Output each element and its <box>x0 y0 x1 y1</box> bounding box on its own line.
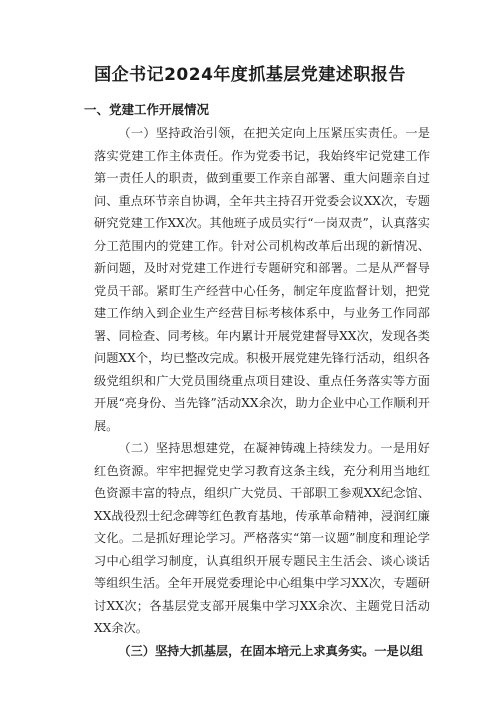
document-title: 国企书记2024年度抓基层党建述职报告 <box>94 65 406 85</box>
paragraph-3-text: （三）坚持大抓基层，在固本培元上求真务实。一是以组 <box>118 643 424 658</box>
section-heading: 一、党建工作开展情况 <box>84 102 210 117</box>
paragraph-1: （一）坚持政治引领，在把关定向上压紧压实责任。一是落实党建工作主体责任。作为党委书记，我始终牢记党建工作第一责任人的职责，做到重要工作亲自部署、重大问题亲自过问、重点环节亲自协调，全年共主持召开党委会议XX次，专题研究党建工作XX次。其他班子成员实行“一岗双责”，认真落实分工范围内的党建工作。针对公司机构改革后出现的新情况、新问题，及时对党建工作进行专题研究和部署。二是从严督导党员干部。紧盯生产经营中心任务，制定年度监督计划，把党建工作纳入到企业生产经营目标考核体系中，与业务工作同部署、同检查、同考核。年内累计开展党建督导XX次，发现各类问题XX个，均已整改完成。积极开展党建先锋行活动，组织各级党组织和广大党员围绕重点项目建设、重点任务落实等方面开展“亮身份、当先锋”活动XX余次，助力企业中心工作顺利开展。 <box>94 126 430 433</box>
document-body <box>94 122 430 662</box>
paragraph-2: （二）坚持思想建党，在凝神铸魂上持续发力。一是用好红色资源。牢牢把握党史学习教育这条主线，充分利用当地红色资源丰富的特点，组织广大党员、干部职工参观XX纪念馆、XX战役烈士纪念碑等红色教育基地，传承革命精神，浸润红廉文化。二是抓好理论学习。严格落实“第一议题”制度和理论学习中心组学习制度，认真组织开展专题民主生活会、谈心谈话等组织生活。全年开展党委理论中心组集中学习XX次，专题研讨XX次；各基层党支部开展集中学习XX余次、主题党日活动XX余次。 <box>94 441 430 635</box>
paragraph-3 <box>94 640 430 663</box>
